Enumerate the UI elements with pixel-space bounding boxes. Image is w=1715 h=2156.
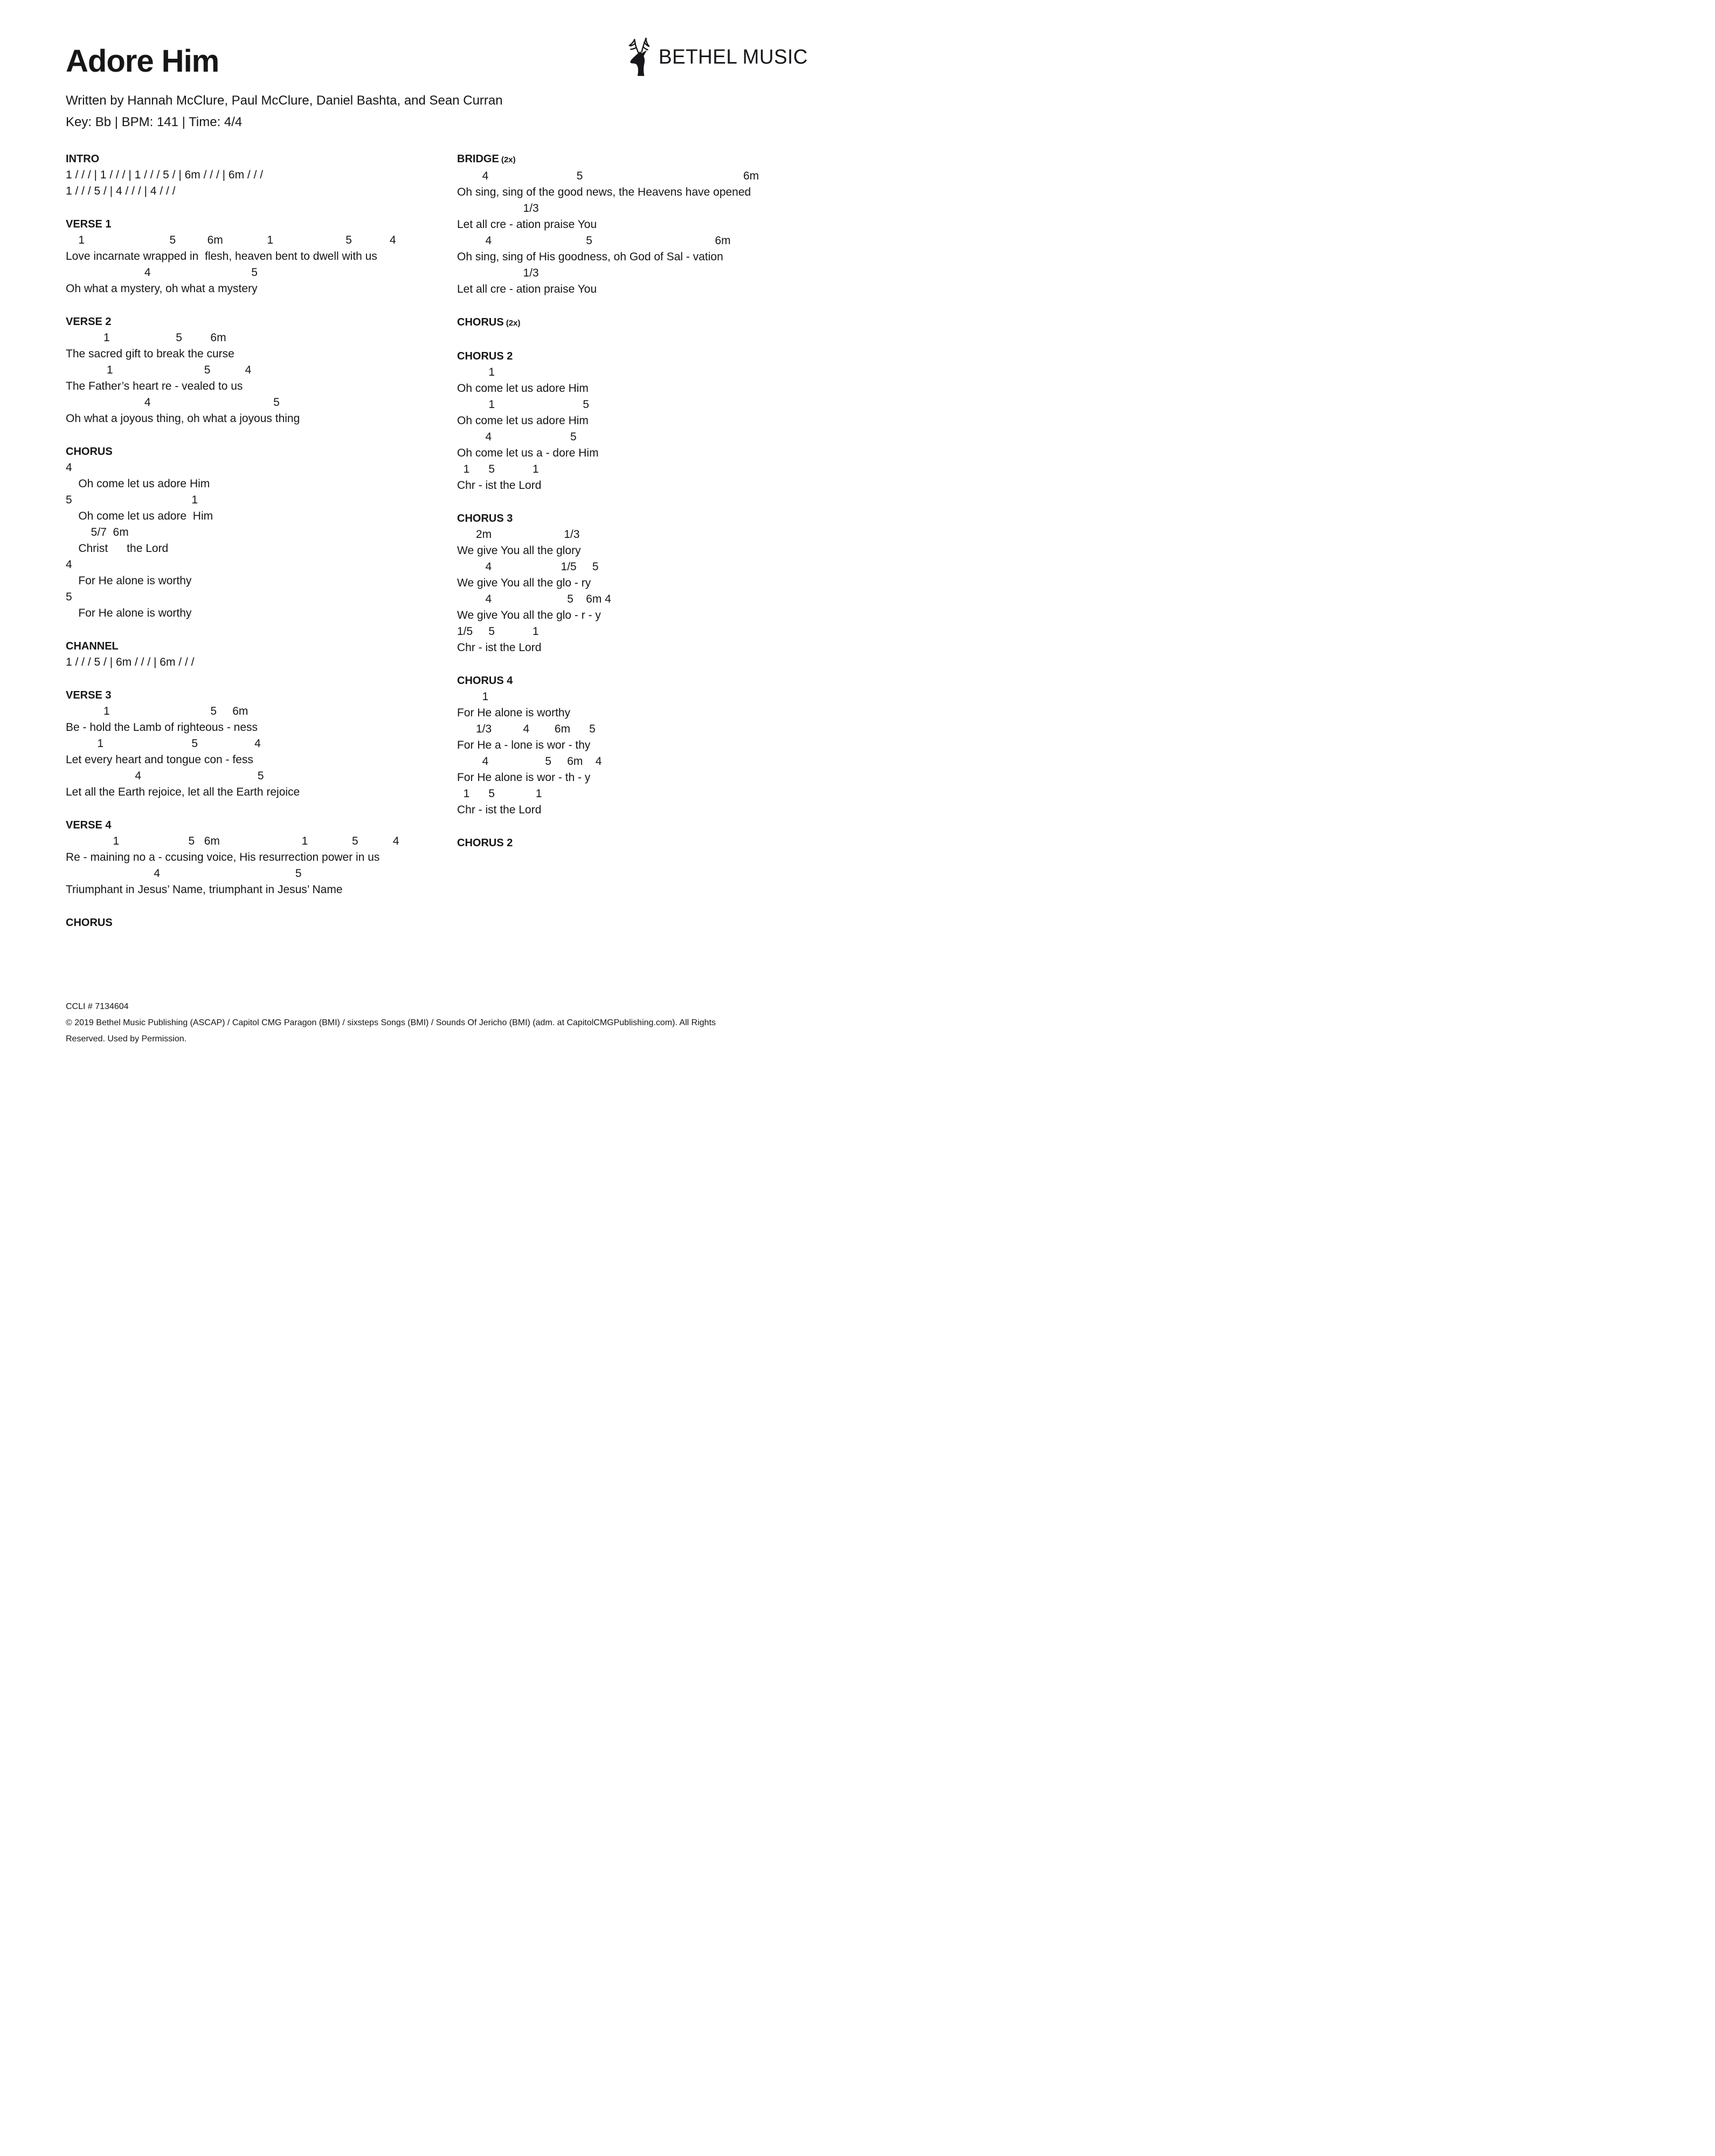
chord-line: 4 5 (66, 396, 280, 409)
lyric-line: For He alone is worthy (66, 575, 192, 587)
lyric-line: The sacred gift to break the curse (66, 348, 234, 360)
chord-line: 4 5 6m (457, 234, 731, 247)
lyric-line: Oh what a mystery, oh what a mystery (66, 282, 258, 295)
lyric-line: For He alone is worthy (457, 707, 571, 719)
chord-line: 5/7 6m (66, 526, 129, 538)
section-heading: VERSE 1 (66, 218, 112, 230)
section (66, 915, 457, 931)
deer-stag-icon (627, 36, 651, 79)
lyric-line: Chr - ist the Lord (457, 641, 542, 654)
chord-line: 4 5 6m (457, 170, 759, 182)
chord-line: 4 5 (66, 867, 302, 880)
chord-line: 4 5 6m 4 (457, 755, 602, 768)
chord-line: 1 5 6m (66, 331, 226, 344)
right-column (457, 151, 802, 948)
section (66, 314, 457, 427)
chord-line: 4 5 (66, 266, 258, 279)
copyright-line-2: Reserved. Used by Permission. (66, 1034, 187, 1044)
section (66, 817, 457, 898)
lyric-line: Christ the Lord (66, 542, 169, 555)
lyric-line: Love incarnate wrapped in flesh, heaven bent to dwell with us (66, 250, 377, 262)
lyric-line: Oh come let us a - dore Him (457, 447, 599, 459)
section (457, 151, 802, 298)
chord-line: 4 (66, 461, 72, 474)
chord-line: 1 5 (457, 398, 590, 411)
lyric-line: We give You all the glo - r - y (457, 609, 601, 621)
copyright-line-1: © 2019 Bethel Music Publishing (ASCAP) / Capitol CMG Paragon (BMI) / sixsteps Songs (BMI) / Sounds Of Jericho (BMI) (adm. at CapitolCMGPublishing.com). All Rights (66, 1018, 716, 1027)
chord-line: 1 5 6m 1 5 4 (66, 835, 399, 847)
chord-line: 1/5 5 1 (457, 625, 539, 638)
section (457, 835, 802, 851)
chord-line: 4 (66, 558, 72, 571)
lyric-line: Oh come let us adore Him (66, 478, 210, 490)
section-heading: VERSE 4 (66, 819, 112, 831)
lyric-line: Chr - ist the Lord (457, 479, 542, 492)
lyric-line: Let all cre - ation praise You (457, 283, 597, 295)
section-heading: CHORUS (66, 446, 113, 458)
chord-line: 4 5 (66, 770, 264, 782)
page-title: Adore Him (66, 44, 219, 79)
chord-line: 1 (457, 366, 495, 378)
section-heading: BRIDGE (2x) (457, 153, 516, 165)
lyric-line: Oh come let us adore Him (457, 414, 589, 427)
chord-line: 1/3 (457, 202, 539, 215)
section (457, 510, 802, 656)
lyric-line: Let all cre - ation praise You (457, 218, 597, 231)
lyric-line: We give You all the glory (457, 544, 581, 557)
chord-line: 4 5 6m 4 (457, 593, 611, 605)
chord-line: 1 5 6m 1 5 4 (66, 234, 396, 246)
section-heading: VERSE 3 (66, 689, 112, 701)
chord-line: 1 5 4 (66, 737, 261, 750)
section-heading: CHORUS (66, 917, 113, 929)
lyric-line: Re - maining no a - ccusing voice, His resurrection power in us (66, 851, 380, 863)
section (457, 314, 802, 331)
key-bpm-time-line: Key: Bb | BPM: 141 | Time: 4/4 (66, 114, 243, 129)
lyric-line: The Father’s heart re - vealed to us (66, 380, 243, 392)
section-heading: INTRO (66, 153, 100, 165)
chord-line: 1 (457, 690, 489, 703)
lyric-line: Be - hold the Lamb of righteous - ness (66, 721, 258, 734)
section-heading: CHORUS 3 (457, 513, 513, 524)
written-by-line: Written by Hannah McClure, Paul McClure, Daniel Bashta, and Sean Curran (66, 93, 503, 108)
lyric-line: Oh come let us adore Him (66, 510, 213, 522)
section (66, 151, 457, 199)
chord-line: 1 5 1 (457, 463, 539, 475)
section-heading: CHORUS 2 (457, 350, 513, 362)
lyric-line: Oh what a joyous thing, oh what a joyous thing (66, 412, 300, 425)
ccli-number: CCLI # 7134604 (66, 1002, 129, 1011)
lyric-line: For He alone is wor - th - y (457, 771, 591, 784)
chart-body (66, 151, 825, 948)
chord-line: 1 / / / | 1 / / / | 1 / / / 5 / | 6m / / / | 6m / / / (66, 169, 264, 181)
left-column (66, 151, 457, 948)
section (66, 216, 457, 297)
section-repeat-suffix: (2x) (503, 319, 521, 328)
section (66, 638, 457, 671)
chord-line: 1/3 4 6m 5 (457, 723, 596, 735)
chord-line: 1 / / / 5 / | 4 / / / | 4 / / / (66, 185, 176, 197)
lyric-line: We give You all the glo - ry (457, 577, 591, 589)
lyric-line: For He alone is worthy (66, 607, 192, 619)
chord-chart-page (0, 0, 858, 1078)
title-block (66, 45, 503, 129)
bethel-music-logo (627, 36, 812, 79)
chord-line: 5 (66, 591, 72, 603)
lyric-line: Oh sing, sing of the good news, the Heavens have opened (457, 186, 751, 198)
section-heading: VERSE 2 (66, 316, 112, 328)
section-heading: CHORUS (2x) (457, 316, 521, 328)
lyric-line: Triumphant in Jesus’ Name, triumphant in Jesus’ Name (66, 883, 343, 896)
lyric-line: Chr - ist the Lord (457, 804, 542, 816)
chord-line: 1 / / / 5 / | 6m / / / | 6m / / / (66, 656, 195, 668)
section-heading: CHANNEL (66, 640, 119, 652)
chord-line: 1/3 (457, 267, 539, 279)
chord-line: 4 1/5 5 (457, 561, 599, 573)
footer (66, 999, 799, 1047)
section-repeat-suffix: (2x) (499, 155, 516, 164)
section-heading: CHORUS 4 (457, 675, 513, 687)
section-heading: CHORUS 2 (457, 837, 513, 849)
section (66, 444, 457, 621)
chord-line: 1 5 6m (66, 705, 248, 717)
chord-line: 4 5 (457, 431, 577, 443)
lyric-line: Let all the Earth rejoice, let all the Earth rejoice (66, 786, 300, 798)
section (457, 348, 802, 494)
section (66, 687, 457, 800)
lyric-line: Oh come let us adore Him (457, 382, 589, 395)
chord-line: 2m 1/3 (457, 528, 580, 541)
logo-wordmark: BETHEL MUSIC (658, 46, 808, 68)
chord-line: 5 1 (66, 494, 198, 506)
lyric-line: Let every heart and tongue con - fess (66, 754, 253, 766)
section (457, 673, 802, 818)
chord-line: 1 5 4 (66, 364, 252, 376)
lyric-line: Oh sing, sing of His goodness, oh God of Sal - vation (457, 251, 723, 263)
lyric-line: For He a - lone is wor - thy (457, 739, 591, 751)
chord-line: 1 5 1 (457, 787, 542, 800)
